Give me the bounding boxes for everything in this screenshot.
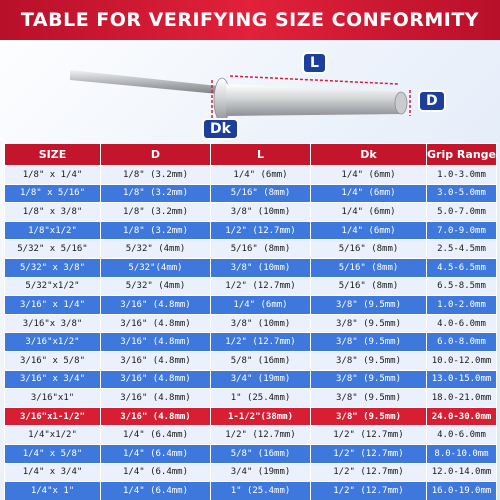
d-cell: 3/16" (4.8mm)	[101, 389, 211, 408]
d-cell: 1/4" (6.4mm)	[101, 444, 211, 463]
d-cell: 3/16" (4.8mm)	[101, 407, 211, 426]
dk-cell: 1/4" (6mm)	[311, 203, 427, 222]
table-row	[5, 407, 497, 426]
grip-range-cell: 2.5-4.5mm	[427, 240, 497, 259]
size-cell: 1/4"x1/2"	[5, 426, 101, 445]
dk-cell: 1/2" (12.7mm)	[311, 482, 427, 500]
l-cell: 1" (25.4mm)	[211, 482, 311, 500]
table-row	[5, 258, 497, 277]
length-badge: L	[302, 52, 327, 74]
size-cell: 3/16" x 3/4"	[5, 370, 101, 389]
table-row	[5, 389, 497, 408]
head-diameter-badge: Dk	[202, 118, 239, 140]
table-row	[5, 166, 497, 185]
size-cell: 5/32"x1/2"	[5, 277, 101, 296]
size-header: SIZE	[5, 144, 101, 166]
dk-cell: 1/2" (12.7mm)	[311, 444, 427, 463]
l-header: L	[211, 144, 311, 166]
table-row	[5, 463, 497, 482]
size-cell: 5/32" x 3/8"	[5, 258, 101, 277]
dk-cell: 1/4" (6mm)	[311, 166, 427, 185]
l-cell: 1/4" (6mm)	[211, 166, 311, 185]
l-cell: 3/8" (10mm)	[211, 314, 311, 333]
rivet-body	[226, 84, 407, 116]
d-cell: 1/8" (3.2mm)	[101, 184, 211, 203]
grip-range-cell: 1.0-2.0mm	[427, 296, 497, 315]
size-cell: 5/32" x 5/16"	[5, 240, 101, 259]
l-cell: 5/8" (16mm)	[211, 351, 311, 370]
d-cell: 1/8" (3.2mm)	[101, 203, 211, 222]
table-row	[5, 333, 497, 352]
table-body	[5, 166, 497, 500]
d-cell: 1/8" (3.2mm)	[101, 221, 211, 240]
diameter-badge: D	[418, 90, 446, 112]
d-cell: 5/32" (4mm)	[101, 277, 211, 296]
grip-range-cell: 24.0-30.0mm	[427, 407, 497, 426]
l-cell: 5/16" (8mm)	[211, 240, 311, 259]
l-cell: 1/2" (12.7mm)	[211, 426, 311, 445]
size-table-container	[4, 143, 496, 497]
grip-range-cell: 10.0-12.0mm	[427, 351, 497, 370]
d-cell: 1/4" (6.4mm)	[101, 426, 211, 445]
l-cell: 3/8" (10mm)	[211, 258, 311, 277]
l-cell: 5/16" (8mm)	[211, 184, 311, 203]
table-header-row	[5, 144, 497, 166]
dk-cell: 1/2" (12.7mm)	[311, 426, 427, 445]
grip-range-cell: 6.0-8.0mm	[427, 333, 497, 352]
size-cell: 1/4" x 3/4"	[5, 463, 101, 482]
dk-cell: 3/8" (9.5mm)	[311, 351, 427, 370]
d-cell: 5/32"(4mm)	[101, 258, 211, 277]
dk-header: Dk	[311, 144, 427, 166]
grip-range-cell: 8.0-10.0mm	[427, 444, 497, 463]
table-row	[5, 482, 497, 500]
size-cell: 1/8" x 5/16"	[5, 184, 101, 203]
size-cell: 1/4"x 1"	[5, 482, 101, 500]
table-row	[5, 351, 497, 370]
size-cell: 1/8"x1/2"	[5, 221, 101, 240]
size-cell: 3/16" x 5/8"	[5, 351, 101, 370]
table-row	[5, 277, 497, 296]
size-cell: 3/16"x 3/8"	[5, 314, 101, 333]
l-cell: 5/8" (16mm)	[211, 444, 311, 463]
dk-cell: 3/8" (9.5mm)	[311, 333, 427, 352]
dk-cell: 3/8" (9.5mm)	[311, 407, 427, 426]
dk-cell: 1/4" (6mm)	[311, 221, 427, 240]
dk-cell: 3/8" (9.5mm)	[311, 314, 427, 333]
table-row	[5, 426, 497, 445]
length-dimension-line	[230, 76, 398, 84]
grip-range-cell: 7.0-9.0mm	[427, 221, 497, 240]
grip-range-cell: 18.0-21.0mm	[427, 389, 497, 408]
size-cell: 3/16" x 1/4"	[5, 296, 101, 315]
d-header: D	[101, 144, 211, 166]
grip-range-cell: 1.0-3.0mm	[427, 166, 497, 185]
grip-range-cell: 5.0-7.0mm	[427, 203, 497, 222]
grip-range-cell: 4.0-6.0mm	[427, 426, 497, 445]
d-cell: 5/32" (4mm)	[101, 240, 211, 259]
size-cell: 3/16"x1"	[5, 389, 101, 408]
d-cell: 1/4" (6.4mm)	[101, 463, 211, 482]
dk-cell: 5/16" (8mm)	[311, 258, 427, 277]
grip-range-cell: 3.0-5.0mm	[427, 184, 497, 203]
size-cell: 1/8" x 3/8"	[5, 203, 101, 222]
grip-range-cell: 13.0-15.0mm	[427, 370, 497, 389]
dk-cell: 1/2" (12.7mm)	[311, 463, 427, 482]
size-cell: 1/8" x 1/4"	[5, 166, 101, 185]
grip-range-cell: 12.0-14.0mm	[427, 463, 497, 482]
table-row	[5, 184, 497, 203]
l-cell: 3/8" (10mm)	[211, 203, 311, 222]
grip-range-cell: 4.5-6.5mm	[427, 258, 497, 277]
table-row	[5, 444, 497, 463]
l-cell: 1" (25.4mm)	[211, 389, 311, 408]
dk-cell: 5/16" (8mm)	[311, 240, 427, 259]
size-cell: 1/4" x 5/8"	[5, 444, 101, 463]
size-cell: 3/16"x1/2"	[5, 333, 101, 352]
dk-cell: 5/16" (8mm)	[311, 277, 427, 296]
table-row	[5, 296, 497, 315]
d-cell: 3/16" (4.8mm)	[101, 351, 211, 370]
page-title: TABLE FOR VERIFYING SIZE CONFORMITY	[20, 9, 480, 31]
dk-cell: 3/8" (9.5mm)	[311, 296, 427, 315]
d-cell: 3/16" (4.8mm)	[101, 314, 211, 333]
l-cell: 1/2" (12.7mm)	[211, 333, 311, 352]
d-cell: 1/8" (3.2mm)	[101, 166, 211, 185]
dk-cell: 1/4" (6mm)	[311, 184, 427, 203]
d-cell: 1/4" (6.4mm)	[101, 482, 211, 500]
l-cell: 3/4" (19mm)	[211, 463, 311, 482]
l-cell: 1-1/2"(38mm)	[211, 407, 311, 426]
grip-range-cell: 4.0-6.0mm	[427, 314, 497, 333]
table-row	[5, 314, 497, 333]
l-cell: 3/4" (19mm)	[211, 370, 311, 389]
table-row	[5, 240, 497, 259]
l-cell: 1/4" (6mm)	[211, 296, 311, 315]
l-cell: 1/2" (12.7mm)	[211, 221, 311, 240]
rivet-mandrel	[70, 70, 218, 94]
title-banner	[0, 0, 500, 40]
grip-range-header: Grip Range	[427, 144, 497, 166]
table-row	[5, 370, 497, 389]
d-cell: 3/16" (4.8mm)	[101, 370, 211, 389]
table-row	[5, 203, 497, 222]
d-cell: 3/16" (4.8mm)	[101, 333, 211, 352]
table-row	[5, 221, 497, 240]
grip-range-cell: 16.0-19.0mm	[427, 482, 497, 500]
d-cell: 3/16" (4.8mm)	[101, 296, 211, 315]
dk-cell: 3/8" (9.5mm)	[311, 389, 427, 408]
rivet-diagram	[0, 40, 500, 142]
grip-range-cell: 6.5-8.5mm	[427, 277, 497, 296]
size-table	[4, 143, 497, 500]
size-cell: 3/16"x1-1/2"	[5, 407, 101, 426]
dk-cell: 3/8" (9.5mm)	[311, 370, 427, 389]
l-cell: 1/2" (12.7mm)	[211, 277, 311, 296]
